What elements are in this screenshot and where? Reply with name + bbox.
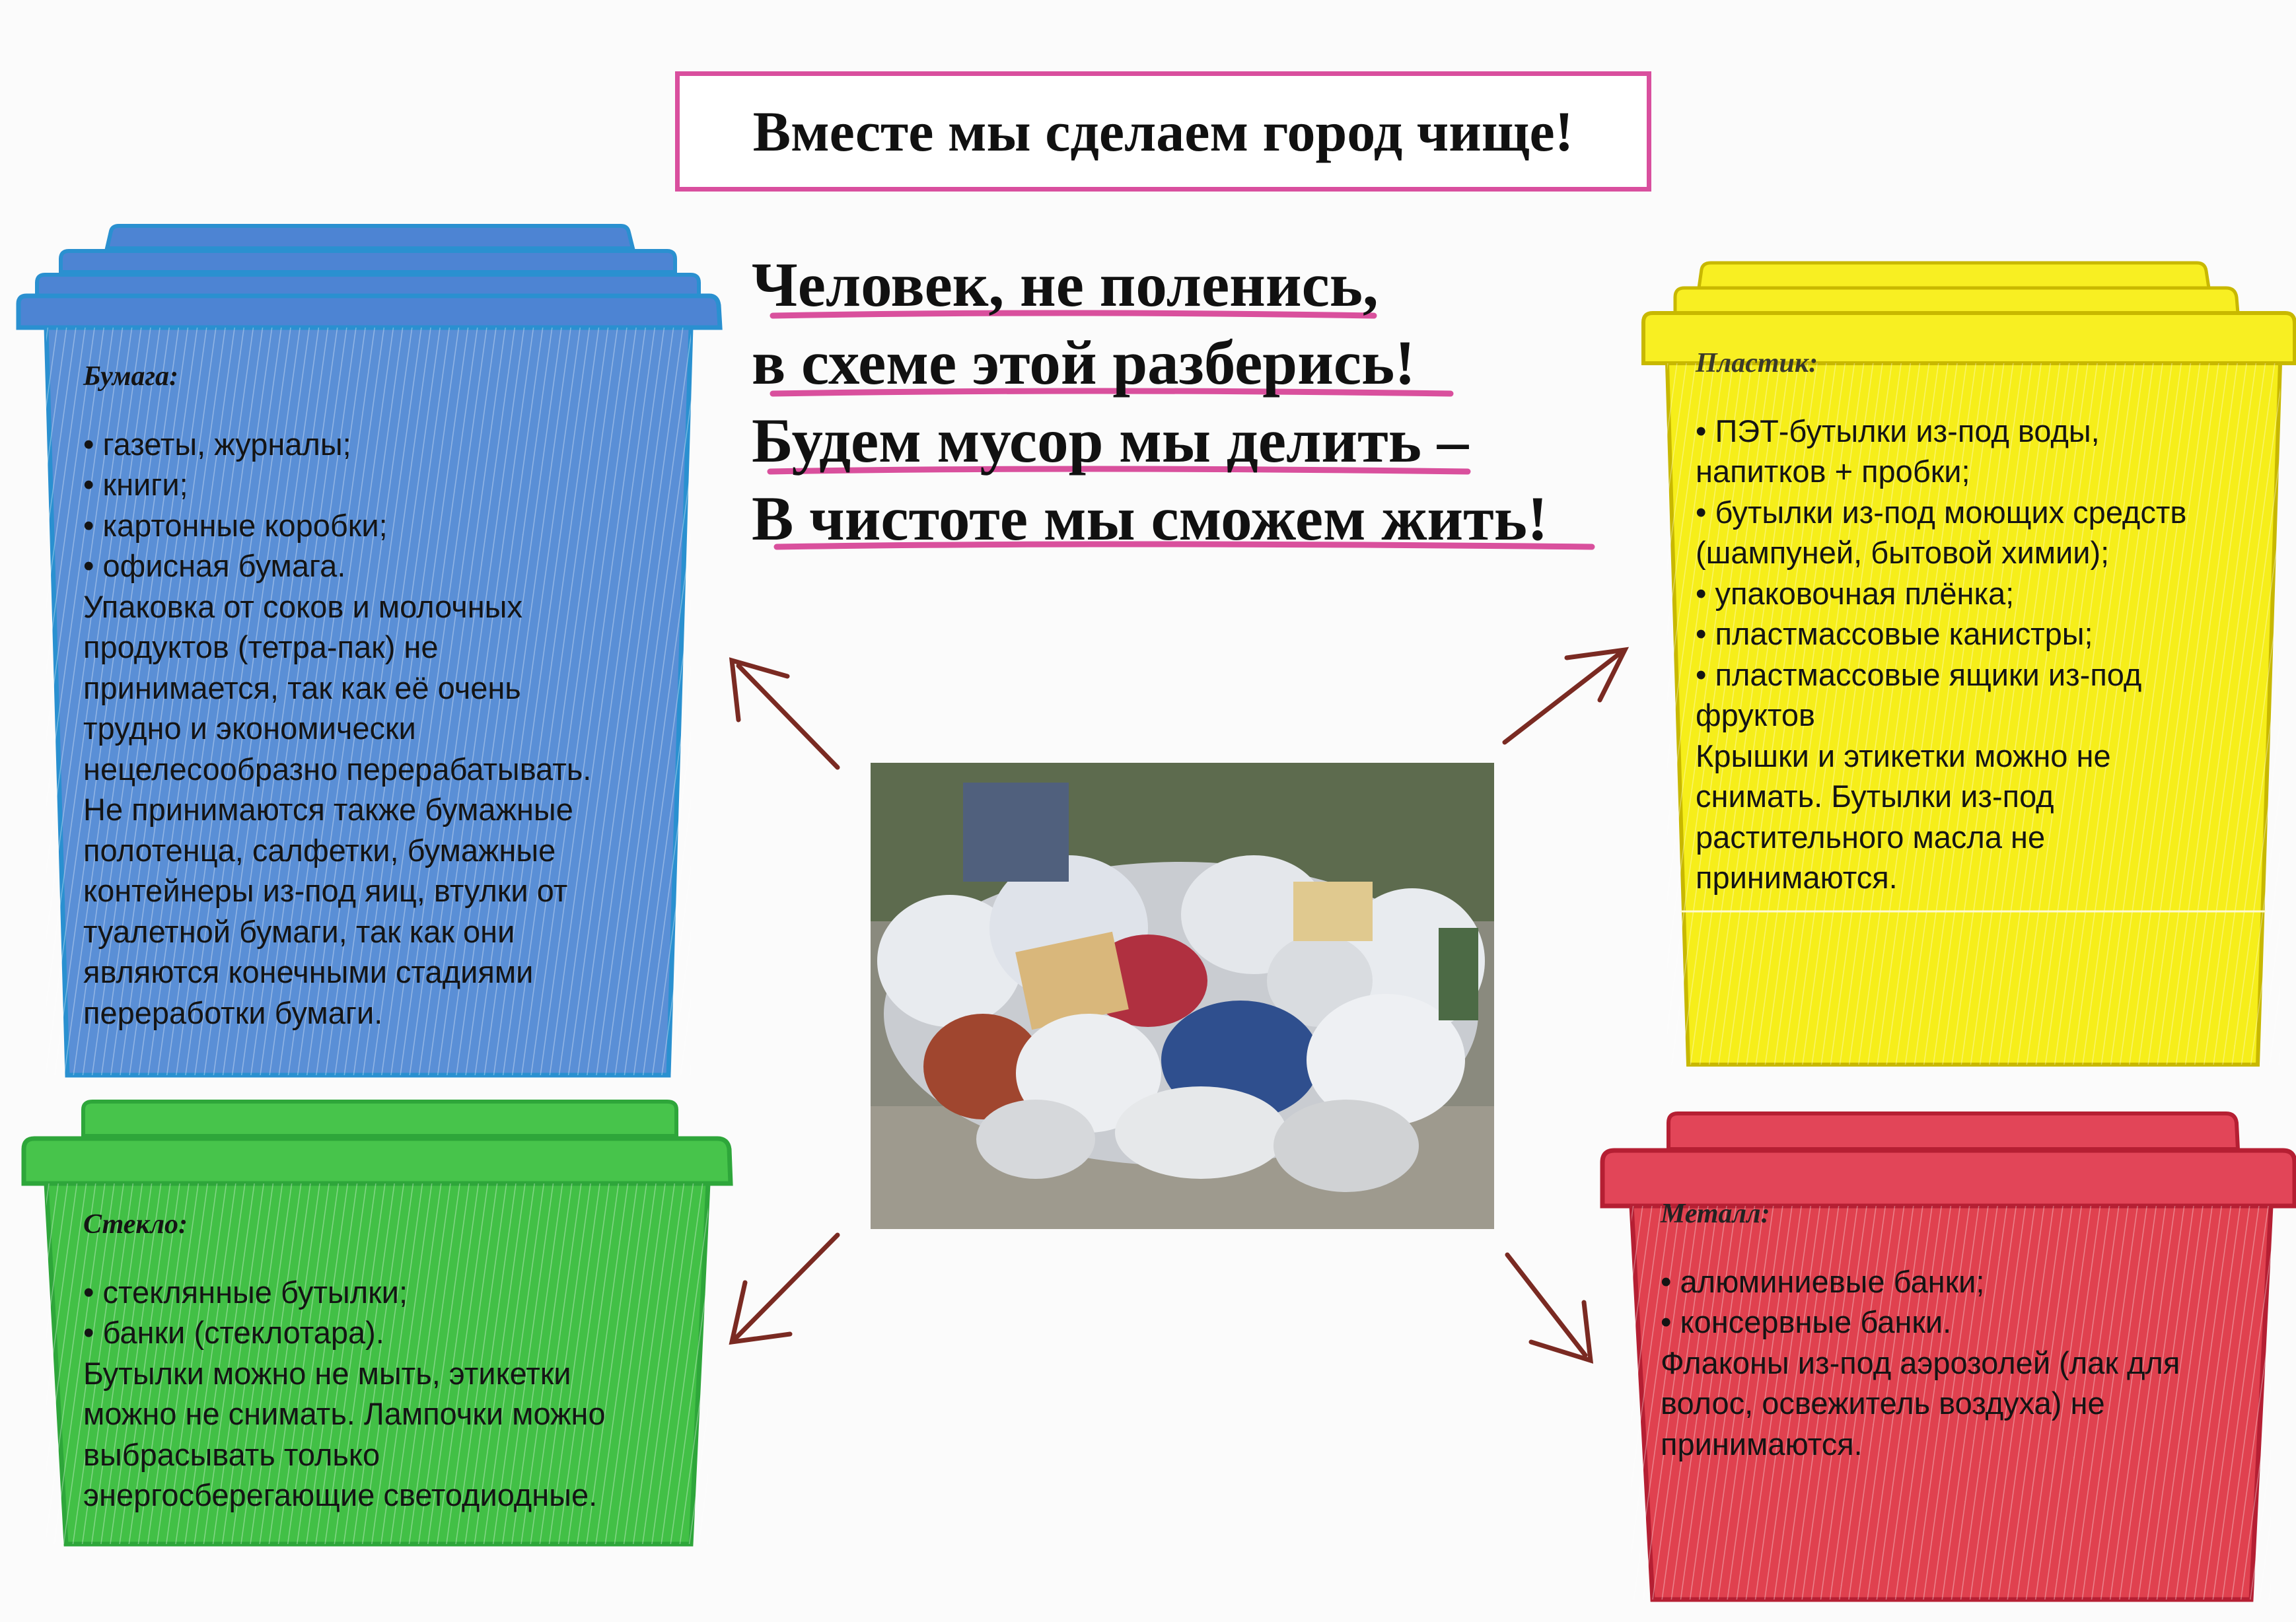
paper-text	[83, 357, 591, 1033]
plastic-line: фруктов	[1696, 697, 1815, 732]
poem-line: Будем мусор мы делить –	[752, 406, 1469, 476]
paper-line: Упаковка от соков и молочных	[83, 588, 522, 624]
paper-line: переработки бумаги.	[83, 995, 383, 1030]
plastic-heading: Пластик:	[1696, 348, 1818, 378]
plastic-line: • бутылки из-под моющих средств	[1696, 494, 2187, 530]
title-box	[675, 71, 1651, 192]
metal-line: • алюминиевые банки;	[1661, 1263, 1985, 1299]
poem-line: Человек, не поленись,	[752, 250, 1379, 320]
metal-line: принимаются.	[1661, 1426, 1863, 1462]
paper-line: трудно и экономически	[83, 711, 416, 746]
glass-line: Бутылки можно не мыть, этикетки	[83, 1355, 571, 1391]
paper-line: контейнеры из-под яиц, втулки от	[83, 873, 568, 908]
plastic-line: • ПЭТ-бутылки из-под воды,	[1696, 413, 2100, 448]
paper-line: • газеты, журналы;	[83, 426, 351, 462]
page-title: Вместе мы сделаем город чище!	[752, 100, 1574, 163]
poem-line: В чистоте мы сможем жить!	[752, 483, 1548, 553]
paper-line: являются конечными стадиями	[83, 954, 534, 989]
paper-line: • офисная бумага.	[83, 548, 346, 583]
plastic-line: растительного масла не	[1696, 819, 2046, 855]
glass-line: • банки (стеклотара).	[83, 1315, 384, 1350]
paper-line: нецелесообразно перерабатывать.	[83, 751, 592, 787]
plastic-text	[1696, 343, 2186, 898]
glass-text	[83, 1205, 606, 1516]
metal-line: волос, освежитель воздуха) не	[1661, 1386, 2105, 1421]
glass-heading: Стекло:	[83, 1209, 188, 1240]
paper-line: полотенца, салфетки, бумажные	[83, 832, 556, 868]
arrow-to-metal-icon	[1507, 1255, 1591, 1360]
plastic-line: (шампуней, бытовой химии);	[1696, 535, 2110, 570]
paper-line: • картонные коробки;	[83, 507, 388, 543]
garbage-pile-photo	[871, 763, 1494, 1229]
plastic-line: • пластмассовые ящики из-под	[1696, 656, 2142, 692]
paper-line: принимается, так как её очень	[83, 670, 521, 705]
plastic-line: напитков + пробки;	[1696, 454, 1970, 489]
paper-line: • книги;	[83, 467, 188, 502]
plastic-line: снимать. Бутылки из-под	[1696, 779, 2054, 814]
plastic-line: • пластмассовые канистры;	[1696, 616, 2093, 651]
paper-line: Не принимаются также бумажные	[83, 792, 573, 827]
paper-heading: Бумага:	[83, 361, 179, 392]
glass-line: выбрасывать только	[83, 1436, 380, 1472]
poem	[752, 246, 1604, 557]
glass-line: можно не снимать. Лампочки можно	[83, 1396, 606, 1431]
metal-heading: Металл:	[1661, 1199, 1770, 1229]
plastic-line: принимаются.	[1696, 860, 1898, 895]
metal-line: Флаконы из-под аэрозолей (лак для	[1661, 1345, 2180, 1380]
paper-line: продуктов (тетра-пак) не	[83, 629, 439, 664]
paper-line: туалетной бумаги, так как они	[83, 913, 515, 949]
metal-text	[1661, 1194, 2180, 1464]
plastic-line: Крышки и этикетки можно не	[1696, 738, 2111, 773]
metal-line: • консервные банки.	[1661, 1304, 1952, 1339]
plastic-line: • упаковочная плёнка;	[1696, 575, 2015, 611]
arrow-to-paper-icon	[732, 660, 838, 767]
glass-line: энергосберегающие светодиодные.	[83, 1477, 598, 1512]
arrow-to-glass-icon	[732, 1235, 838, 1342]
poem-line: в схеме этой разберись!	[752, 328, 1416, 398]
glass-line: • стеклянные бутылки;	[83, 1274, 408, 1310]
arrow-to-plastic-icon	[1505, 650, 1625, 742]
